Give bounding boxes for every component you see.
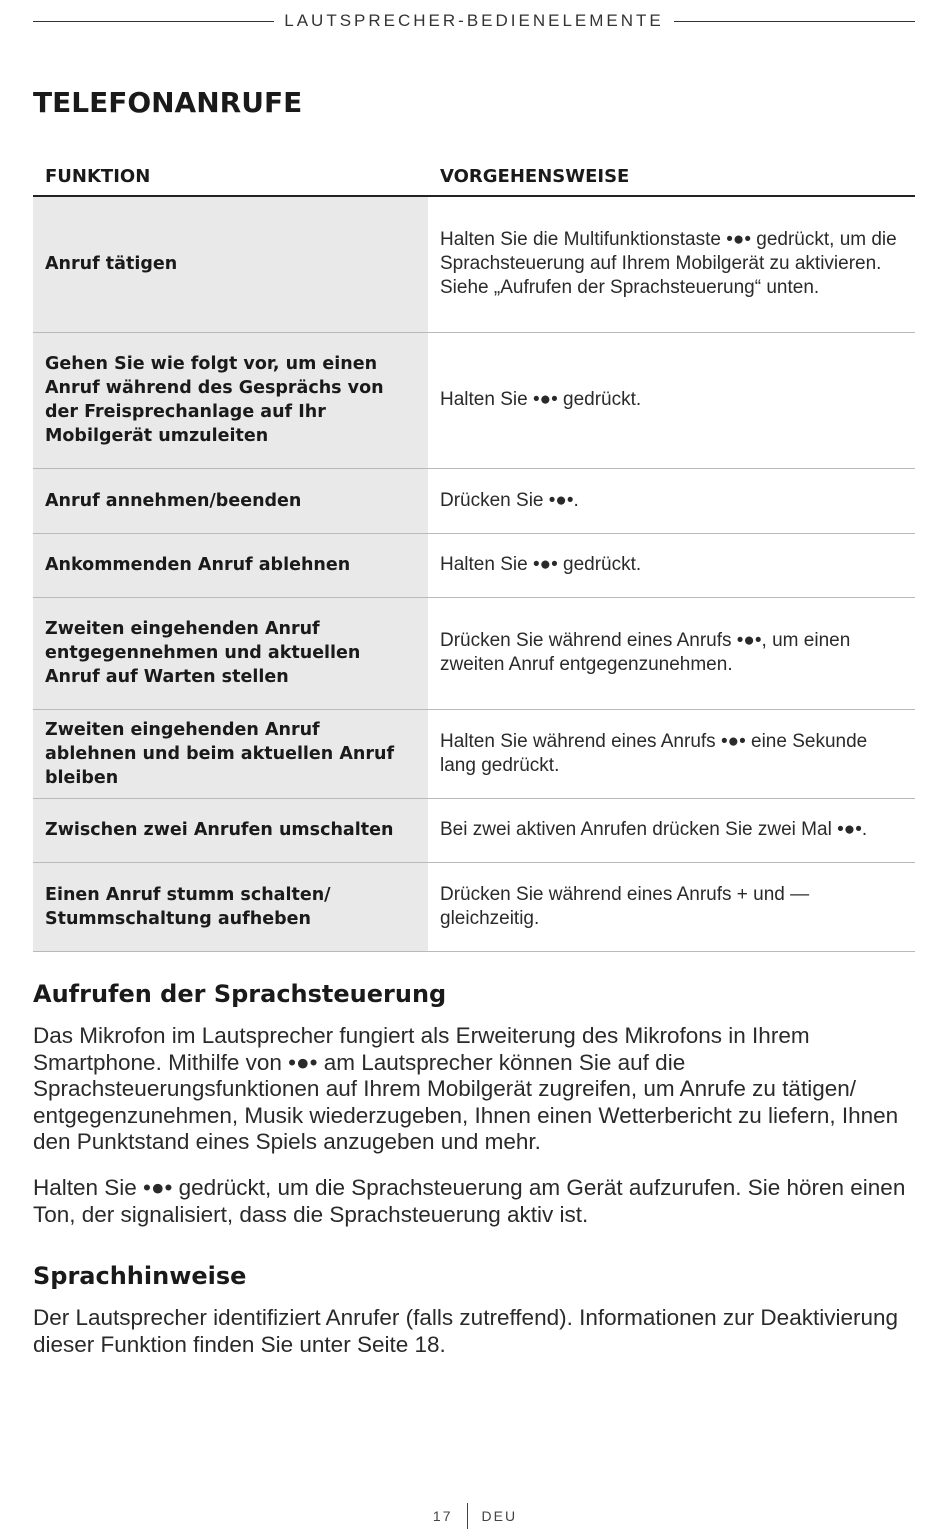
function-cell: Gehen Sie wie folgt vor, um einen Anruf während des Gesprächs von der Freisprechanlage auf Ihr Mobilgerät umzuleiten [33, 332, 428, 468]
table-row [33, 468, 915, 533]
table-row [33, 597, 915, 709]
column-header-procedure: VORGEHENSWEISE [428, 157, 915, 196]
voice-prompts-paragraph: Der Lautsprecher identifiziert Anrufer (falls zutreffend). Informationen zur Deaktivierung dieser Funktion finden Sie unter Seite 18. [33, 1305, 898, 1357]
page-footer [0, 1503, 950, 1529]
function-cell: Zwischen zwei Anrufen umschalten [33, 798, 428, 862]
function-cell: Zweiten eingehenden Anruf entgegennehmen und aktuellen Anruf auf Warten stellen [33, 597, 428, 709]
procedure-cell: Drücken Sie •●•. [428, 468, 915, 533]
language-code: DEU [481, 1508, 518, 1524]
voice-control-heading: Aufrufen der Sprachsteuerung [33, 980, 447, 1008]
function-cell: Ankommenden Anruf ablehnen [33, 533, 428, 597]
column-header-function: FUNKTION [33, 157, 428, 196]
call-controls-table [33, 157, 915, 952]
procedure-cell: Halten Sie die Multifunktionstaste •●• gedrückt, um die Sprachsteuerung auf Ihrem Mobilgerät zu aktivieren. Siehe „Aufrufen der Sprachsteuerung“ unten. [428, 196, 915, 332]
procedure-cell: Drücken Sie während eines Anrufs + und — gleichzeitig. [428, 862, 915, 951]
chapter-title: LAUTSPRECHER-BEDIENELEMENTE [284, 11, 664, 30]
function-cell: Einen Anruf stumm schalten/ Stummschaltung aufheben [33, 862, 428, 951]
procedure-cell: Drücken Sie während eines Anrufs •●•, um einen zweiten Anruf entgegenzunehmen. [428, 597, 915, 709]
table-row [33, 709, 915, 798]
voice-prompts-heading: Sprachhinweise [33, 1262, 247, 1290]
footer-divider [467, 1503, 468, 1529]
table-row [33, 196, 915, 332]
function-cell: Zweiten eingehenden Anruf ablehnen und beim aktuellen Anruf bleiben [33, 709, 428, 798]
table-row [33, 798, 915, 862]
procedure-cell: Bei zwei aktiven Anrufen drücken Sie zwei Mal •●•. [428, 798, 915, 862]
table-row [33, 332, 915, 468]
chapter-header [33, 9, 915, 33]
page-title: TELEFONANRUFE [33, 86, 303, 119]
function-cell: Anruf tätigen [33, 196, 428, 332]
voice-control-paragraph-2: Halten Sie •●• gedrückt, um die Sprachsteuerung am Gerät aufzurufen. Sie hören einen Ton, der signalisiert, dass die Sprachsteuerung aktiv ist. [33, 1175, 906, 1227]
table-row [33, 533, 915, 597]
table-row [33, 862, 915, 951]
header-rule-right [674, 21, 915, 22]
table-header-row [33, 157, 915, 196]
function-cell: Anruf annehmen/beenden [33, 468, 428, 533]
procedure-cell: Halten Sie während eines Anrufs •●• eine Sekunde lang gedrückt. [428, 709, 915, 798]
page-number: 17 [432, 1508, 453, 1524]
procedure-cell: Halten Sie •●• gedrückt. [428, 332, 915, 468]
header-rule-left [33, 21, 274, 22]
procedure-cell: Halten Sie •●• gedrückt. [428, 533, 915, 597]
voice-control-paragraph-1: Das Mikrofon im Lautsprecher fungiert als Erweiterung des Mikrofons in Ihrem Smartphone. Mithilfe von •●• am Lautsprecher können Sie auf die Sprachsteuerungsfunktionen auf Ihrem Mobilgerät zugreifen, um Anrufe zu tätigen/ entgegenzunehmen, Musik wiederzugeben, Ihnen einen Wetterbericht zu liefern, Ihnen den Punktstand eines Spiels anzugeben und mehr. [33, 1023, 899, 1154]
